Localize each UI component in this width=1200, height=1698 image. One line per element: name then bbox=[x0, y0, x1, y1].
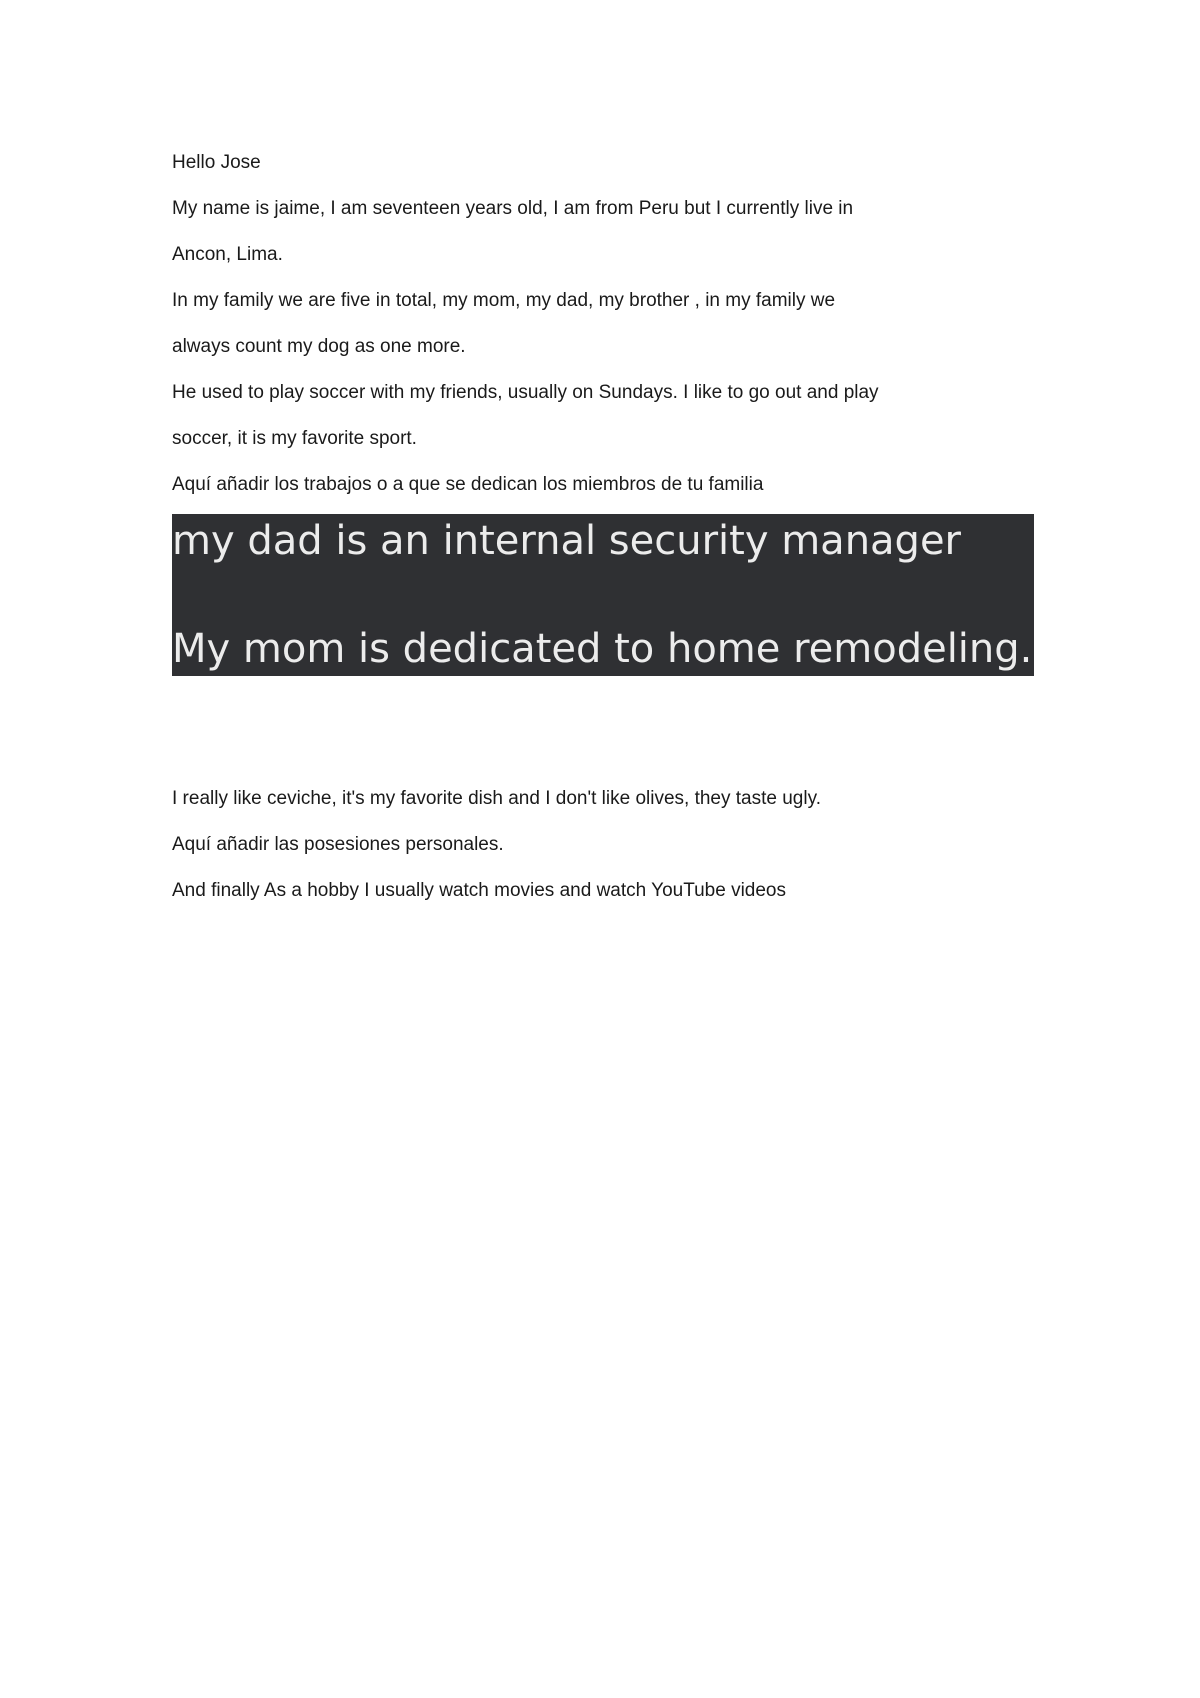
jobs-highlight-box bbox=[172, 514, 1034, 676]
hobby-line: And finally As a hobby I usually watch movies and watch YouTube videos bbox=[172, 880, 787, 901]
jobs-instruction-line: Aquí añadir los trabajos o a que se dedican los miembros de tu familia bbox=[172, 474, 764, 495]
intro-line-1: My name is jaime, I am seventeen years old, I am from Peru but I currently live in bbox=[172, 198, 854, 219]
soccer-line-1: He used to play soccer with my friends, usually on Sundays. I like to go out and play bbox=[172, 382, 879, 403]
soccer-line-2: soccer, it is my favorite sport. bbox=[172, 428, 417, 449]
dad-job-text: my dad is an internal security manager bbox=[172, 518, 962, 564]
intro-line-2: Ancon, Lima. bbox=[172, 244, 283, 265]
document-body bbox=[172, 140, 1052, 914]
possessions-instruction-line: Aquí añadir las posesiones personales. bbox=[172, 834, 504, 855]
paragraph-spacer bbox=[172, 676, 1052, 776]
highlight-spacer bbox=[172, 568, 1034, 622]
mom-job-text: My mom is dedicated to home remodeling. bbox=[172, 626, 1033, 672]
greeting-line: Hello Jose bbox=[172, 152, 261, 173]
food-line: I really like ceviche, it's my favorite dish and I don't like olives, they taste ugly. bbox=[172, 788, 821, 809]
family-line-1: In my family we are five in total, my mom, my dad, my brother , in my family we bbox=[172, 290, 836, 311]
family-line-2: always count my dog as one more. bbox=[172, 336, 466, 357]
